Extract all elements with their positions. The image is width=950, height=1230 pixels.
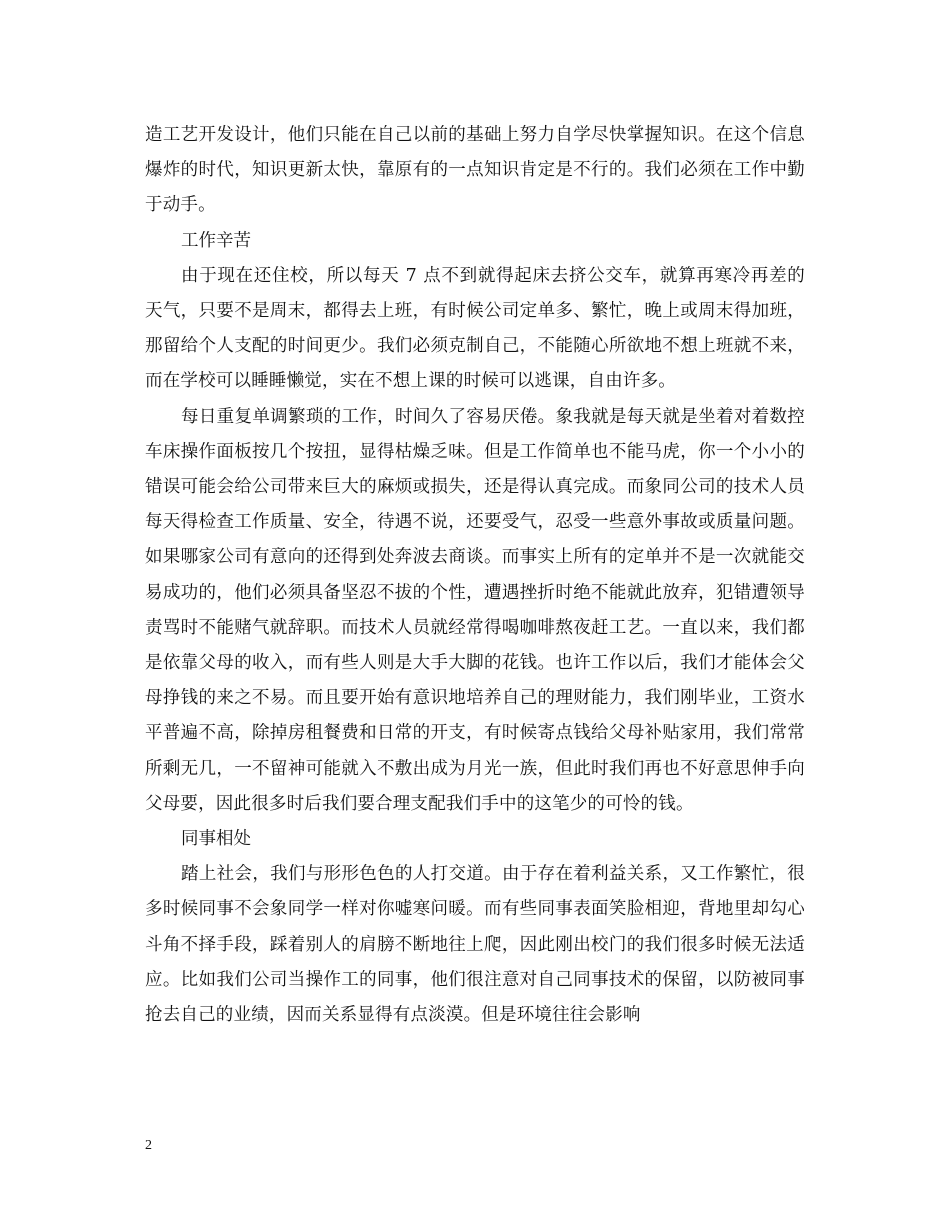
page-number: 2 xyxy=(145,1138,152,1153)
paragraph-commute: 由于现在还住校，所以每天 7 点不到就得起床去挤公交车，就算再寒冷再差的天气，只要不是周末，都得去上班，有时候公司定单多、繁忙，晚上或周末得加班，那留给个人支配的时间更少。我们必须克制自己，不能随心所欲地不想上班就不来，而在学校可以睡睡懒觉，实在不想上课的时候可以逃课，自由许多。 xyxy=(145,265,805,392)
paragraph-routine-work: 每日重复单调繁琐的工作，时间久了容易厌倦。象我就是每天就是坐着对着数控车床操作面板按几个按扭，显得枯燥乏味。但是工作简单也不能马虎，你一个小小的错误可能会给公司带来巨大的麻烦或损失，还是得认真完成。而象同公司的技术人员每天得检查工作质量、安全，待遇不说，还要受气，忍受一些意外事故或质量问题。如果哪家公司有意向的还得到处奔波去商谈。而事实上所有的定单并不是一次就能交易成功的，他们必须具备坚忍不拔的个性，遭遇挫折时绝不能就此放弃，犯错遭领导责骂时不能赌气就辞职。而技术人员就经常得喝咖啡熬夜赶工艺。一直以来，我们都是依靠父母的收入，而有些人则是大手大脚的花钱。也许工作以后，我们才能体会父母挣钱的来之不易。而且要开始有意识地培养自己的理财能力，我们刚毕业，工资水平普遍不高，除掉房租餐费和日常的开支，有时候寄点钱给父母补贴家用，我们常常所剩无几，一不留神可能就入不敷出成为月光一族，但此时我们再也不好意思伸手向父母要，因此很多时后我们要合理支配我们手中的这笔少的可怜的钱。 xyxy=(145,406,805,814)
paragraph-colleague-relations: 踏上社会，我们与形形色色的人打交道。由于存在着利益关系，又工作繁忙，很多时候同事不会象同学一样对你嘘寒问暖。而有些同事表面笑脸相迎，背地里却勾心斗角不择手段，踩着别人的肩膀不断地往上爬，因此刚出校门的我们很多时候无法适应。比如我们公司当操作工的同事，他们很注意对自己同事技术的保留，以防被同事抢去自己的业绩，因而关系显得有点淡漠。但是环境往往会影响 xyxy=(145,864,805,1026)
paragraph-continuation: 造工艺开发设计，他们只能在自己以前的基础上努力自学尽快掌握知识。在这个信息爆炸的时代，知识更新太快，靠原有的一点知识肯定是不行的。我们必须在工作中勤于动手。 xyxy=(145,125,805,216)
document-body xyxy=(145,118,805,1033)
section-heading-colleagues: 同事相处 xyxy=(181,829,251,850)
section-heading-work-hardship: 工作辛苦 xyxy=(181,230,251,251)
